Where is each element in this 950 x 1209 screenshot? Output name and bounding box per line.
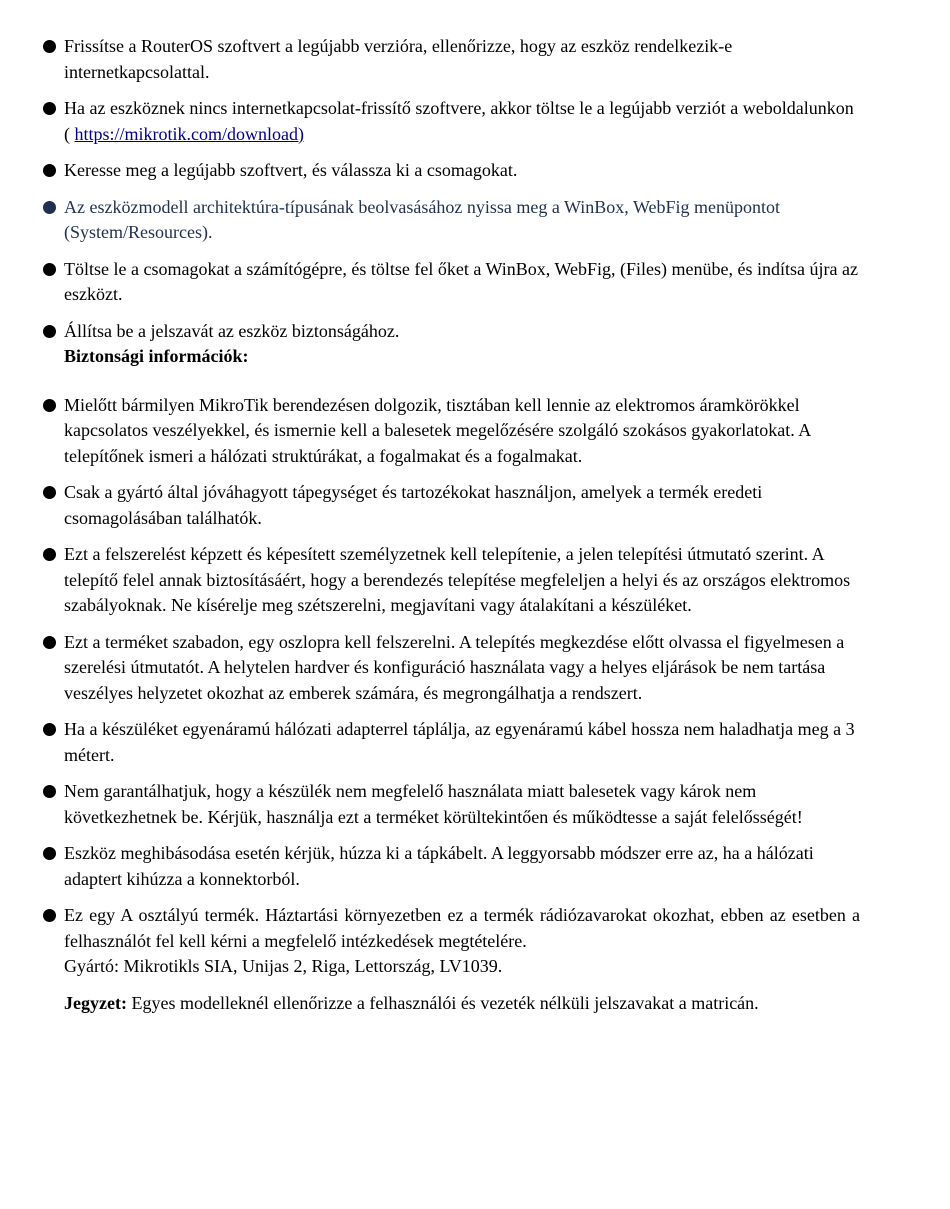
safety-item [0, 480, 860, 531]
bullet-icon [43, 164, 56, 177]
safety-heading: Biztonsági információk: [64, 346, 249, 366]
bullet-icon [43, 723, 56, 736]
safety-text: Ezt a terméket szabadon, egy oszlopra kell felszerelni. A telepítés megkezdése előtt olvassa el figyelmesen a szerelési útmutatót. A helytelen hardver és konfiguráció használata vagy a helyes eljárások be nem tartása veszélyes helyzetet okozhat az emberek számára, és megrongálhatja a rendszert. [64, 631, 845, 703]
bullet-icon [43, 486, 56, 499]
safety-text: Nem garantálhatjuk, hogy a készülék nem megfelelő használata miatt balesetek vagy károk nem következhetnek be. Kérjük, használja ezt a terméket körültekintően és működtesse a saját felelősségét! [64, 781, 803, 827]
safety-text: Csak a gyártó által jóváhagyott tápegységet és tartozékokat használjon, amelyek a termék eredeti csomagolásában találhatók. [64, 482, 763, 528]
step-text: Az eszközmodell architektúra-típusának beolvasásához nyissa meg a WinBox, WebFig menüpontot (System/Resources). [64, 196, 780, 242]
step-select-packages [0, 158, 860, 184]
safety-item [0, 903, 860, 980]
bullet-icon [43, 847, 56, 860]
bullet-icon [43, 263, 56, 276]
step-text: Töltse le a csomagokat a számítógépre, és töltse fel őket a WinBox, WebFig, (Files) menübe, és indítsa újra az eszközt. [64, 258, 858, 304]
safety-text: Ha a készüléket egyenáramú hálózati adapterrel táplálja, az egyenáramú kábel hossza nem haladhatja meg a 3 métert. [64, 719, 855, 765]
step-text: Keresse meg a legújabb szoftvert, és válassza ki a csomagokat. [64, 160, 518, 180]
step-text: Ha az eszköznek nincs internetkapcsolat-frissítő szoftvere, akkor töltse le a legújabb verziót a weboldalunkon ( [64, 98, 854, 144]
manufacturer-info: Gyártó: Mikrotikls SIA, Unijas 2, Riga, Lettország, LV1039. [64, 956, 503, 976]
safety-item [0, 542, 860, 619]
step-download-software [0, 96, 860, 147]
safety-item [0, 717, 860, 768]
bullet-icon [43, 909, 56, 922]
bullet-icon [43, 636, 56, 649]
safety-item [0, 779, 860, 830]
bullet-icon [43, 40, 56, 53]
bullet-icon [43, 201, 56, 214]
safety-text: Ezt a felszerelést képzett és képesített személyzetnek kell telepítenie, a jelen telepítési útmutató szerint. A telepítő felel annak biztosításáért, hogy a berendezés telepítése megfeleljen a helyi és az országos elektromos szabályoknak. Ne kísérelje meg szétszerelni, megjavítani vagy átalakítani a készüléket. [64, 544, 851, 615]
step-text: Frissítse a RouterOS szoftvert a legújabb verzióra, ellenőrizze, hogy az eszköz rendelkezik-e internetkapcsolattal. [64, 36, 733, 82]
note-text: Egyes modelleknél ellenőrizze a felhasználói és vezeték nélküli jelszavakat a matricán. [126, 992, 759, 1013]
safety-text: Ez egy A osztályú termék. Háztartási környezetben ez a termék rádiózavarokat okozhat, ebben az esetben a felhasználót fel kell kérni a megfelelő intézkedések megtételére. [64, 905, 860, 951]
safety-item [0, 393, 860, 470]
step-architecture [0, 195, 860, 246]
download-link[interactable]: https://mikrotik.com/download) [74, 123, 304, 144]
safety-item [0, 630, 860, 707]
bullet-icon [43, 548, 56, 561]
step-update-routeros [0, 34, 860, 85]
step-upload-packages [0, 257, 860, 308]
note [0, 991, 860, 1017]
step-set-password [0, 319, 860, 370]
safety-text: Eszköz meghibásodása esetén kérjük, húzza ki a tápkábelt. A leggyorsabb módszer erre az, ha a hálózati adaptert kihúzza a konnektorból. [64, 843, 814, 889]
safety-item [0, 841, 860, 892]
safety-text: Mielőtt bármilyen MikroTik berendezésen dolgozik, tisztában kell lennie az elektromos áramkörökkel kapcsolatos veszélyekkel, és ismernie kell a balesetek megelőzésére szolgáló szokásos gyakorlatokat. A telepítőnek ismeri a hálózati struktúrákat, a fogalmakat és a fogalmakat. [64, 394, 811, 466]
note-label: Jegyzet: [64, 992, 127, 1013]
bullet-icon [43, 785, 56, 798]
bullet-icon [43, 102, 56, 115]
bullet-icon [43, 399, 56, 412]
bullet-icon [43, 325, 56, 338]
step-text: Állítsa be a jelszavát az eszköz biztonságához. [64, 320, 400, 341]
